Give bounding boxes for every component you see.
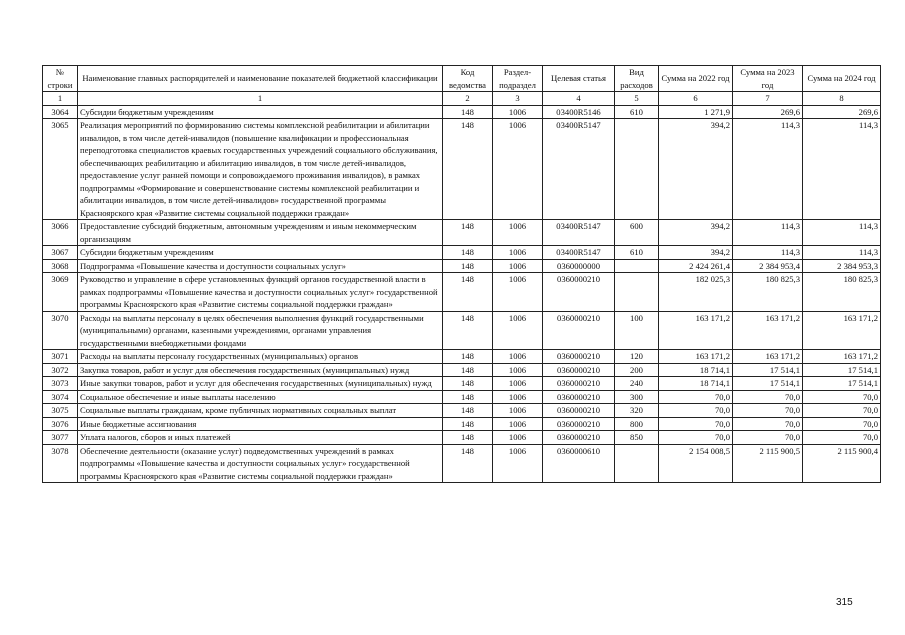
target-article-cell: 03400R5147 bbox=[543, 119, 615, 220]
row-number-cell: 3076 bbox=[43, 417, 78, 431]
column-number-row bbox=[43, 92, 881, 106]
target-article-cell: 0360000000 bbox=[543, 259, 615, 273]
sum-2023-cell: 70,0 bbox=[733, 404, 803, 418]
sum-2024-cell: 70,0 bbox=[803, 417, 881, 431]
expense-type-cell: 120 bbox=[615, 350, 659, 364]
header-section: Раздел-подраздел bbox=[493, 66, 543, 92]
column-number: 8 bbox=[803, 92, 881, 106]
row-number-cell: 3072 bbox=[43, 363, 78, 377]
header-row-number: № строки bbox=[43, 66, 78, 92]
target-article-cell: 0360000210 bbox=[543, 363, 615, 377]
department-code-cell: 148 bbox=[443, 350, 493, 364]
column-number: 5 bbox=[615, 92, 659, 106]
sum-2023-cell: 114,3 bbox=[733, 246, 803, 260]
sum-2024-cell: 114,3 bbox=[803, 246, 881, 260]
section-cell: 1006 bbox=[493, 444, 543, 483]
target-article-cell: 03400R5147 bbox=[543, 220, 615, 246]
department-code-cell: 148 bbox=[443, 431, 493, 445]
sum-2024-cell: 114,3 bbox=[803, 220, 881, 246]
department-code-cell: 148 bbox=[443, 259, 493, 273]
column-number: 1 bbox=[43, 92, 78, 106]
expense-type-cell: 800 bbox=[615, 417, 659, 431]
budget-table bbox=[42, 65, 881, 483]
expense-type-cell bbox=[615, 259, 659, 273]
row-name-cell: Иные бюджетные ассигнования bbox=[78, 417, 443, 431]
table-row bbox=[43, 444, 881, 483]
section-cell: 1006 bbox=[493, 311, 543, 350]
row-number-cell: 3070 bbox=[43, 311, 78, 350]
row-name-cell: Субсидии бюджетным учреждениям bbox=[78, 246, 443, 260]
department-code-cell: 148 bbox=[443, 377, 493, 391]
page-number: 315 bbox=[836, 597, 853, 608]
department-code-cell: 148 bbox=[443, 220, 493, 246]
table-row bbox=[43, 431, 881, 445]
section-cell: 1006 bbox=[493, 119, 543, 220]
expense-type-cell bbox=[615, 119, 659, 220]
row-number-cell: 3077 bbox=[43, 431, 78, 445]
row-name-cell: Реализация мероприятий по формированию системы комплексной реабилитации и абилитации инвалидов, в том числе детей-инвалидов (повышение квалификации и профессиональная переподготовка специалистов краевых государственных учреждений социального обслуживания, обеспечивающих реабилитацию и абилитацию инвалидов, в том числе детей-инвалидов, предоставление услуг ранней помощи и сопровождаемого проживания инвалидов), в рамках подпрограммы «Формирование и совершенствование системы комплексной реабилитации и абилитации инвалидов, в том числе детей-инвалидов» государственной программы Красноярского края «Развитие системы социальной поддержки граждан» bbox=[78, 119, 443, 220]
header-sum-2022: Сумма на 2022 год bbox=[659, 66, 733, 92]
sum-2024-cell: 70,0 bbox=[803, 404, 881, 418]
header-expense-type: Вид расходов bbox=[615, 66, 659, 92]
table-row bbox=[43, 350, 881, 364]
table-row bbox=[43, 390, 881, 404]
target-article-cell: 0360000210 bbox=[543, 311, 615, 350]
sum-2022-cell: 70,0 bbox=[659, 404, 733, 418]
section-cell: 1006 bbox=[493, 390, 543, 404]
row-number-cell: 3066 bbox=[43, 220, 78, 246]
target-article-cell: 0360000210 bbox=[543, 417, 615, 431]
target-article-cell: 0360000210 bbox=[543, 431, 615, 445]
sum-2023-cell: 70,0 bbox=[733, 417, 803, 431]
section-cell: 1006 bbox=[493, 105, 543, 119]
row-name-cell: Подпрограмма «Повышение качества и доступности социальных услуг» bbox=[78, 259, 443, 273]
sum-2024-cell: 70,0 bbox=[803, 390, 881, 404]
header-department-code: Код ведомства bbox=[443, 66, 493, 92]
section-cell: 1006 bbox=[493, 417, 543, 431]
sum-2024-cell: 180 825,3 bbox=[803, 273, 881, 312]
row-name-cell: Социальное обеспечение и иные выплаты населению bbox=[78, 390, 443, 404]
section-cell: 1006 bbox=[493, 431, 543, 445]
sum-2024-cell: 17 514,1 bbox=[803, 363, 881, 377]
column-number: 7 bbox=[733, 92, 803, 106]
row-name-cell: Иные закупки товаров, работ и услуг для обеспечения государственных (муниципальных) нужд bbox=[78, 377, 443, 391]
row-number-cell: 3069 bbox=[43, 273, 78, 312]
sum-2024-cell: 163 171,2 bbox=[803, 311, 881, 350]
column-number: 1 bbox=[78, 92, 443, 106]
section-cell: 1006 bbox=[493, 259, 543, 273]
sum-2023-cell: 180 825,3 bbox=[733, 273, 803, 312]
expense-type-cell bbox=[615, 444, 659, 483]
department-code-cell: 148 bbox=[443, 390, 493, 404]
table-row bbox=[43, 273, 881, 312]
row-name-cell: Социальные выплаты гражданам, кроме публичных нормативных социальных выплат bbox=[78, 404, 443, 418]
section-cell: 1006 bbox=[493, 350, 543, 364]
sum-2022-cell: 394,2 bbox=[659, 119, 733, 220]
table-row bbox=[43, 259, 881, 273]
expense-type-cell: 240 bbox=[615, 377, 659, 391]
row-name-cell: Обеспечение деятельности (оказание услуг) подведомственных учреждений в рамках подпрограммы «Повышение качества и доступности социальных услуг» государственной программы Красноярского края «Развитие системы социальной поддержки граждан» bbox=[78, 444, 443, 483]
sum-2024-cell: 269,6 bbox=[803, 105, 881, 119]
sum-2023-cell: 114,3 bbox=[733, 220, 803, 246]
sum-2023-cell: 17 514,1 bbox=[733, 377, 803, 391]
row-number-cell: 3064 bbox=[43, 105, 78, 119]
sum-2022-cell: 18 714,1 bbox=[659, 363, 733, 377]
sum-2022-cell: 2 424 261,4 bbox=[659, 259, 733, 273]
row-number-cell: 3074 bbox=[43, 390, 78, 404]
target-article-cell: 0360000210 bbox=[543, 377, 615, 391]
sum-2023-cell: 163 171,2 bbox=[733, 311, 803, 350]
row-number-cell: 3071 bbox=[43, 350, 78, 364]
sum-2022-cell: 1 271,9 bbox=[659, 105, 733, 119]
table-row bbox=[43, 246, 881, 260]
table-row bbox=[43, 311, 881, 350]
department-code-cell: 148 bbox=[443, 311, 493, 350]
target-article-cell: 0360000210 bbox=[543, 404, 615, 418]
header-target-article: Целевая статья bbox=[543, 66, 615, 92]
sum-2022-cell: 70,0 bbox=[659, 417, 733, 431]
department-code-cell: 148 bbox=[443, 444, 493, 483]
department-code-cell: 148 bbox=[443, 404, 493, 418]
expense-type-cell: 320 bbox=[615, 404, 659, 418]
table-row bbox=[43, 105, 881, 119]
expense-type-cell: 850 bbox=[615, 431, 659, 445]
department-code-cell: 148 bbox=[443, 119, 493, 220]
section-cell: 1006 bbox=[493, 246, 543, 260]
sum-2023-cell: 70,0 bbox=[733, 390, 803, 404]
expense-type-cell: 200 bbox=[615, 363, 659, 377]
table-row bbox=[43, 119, 881, 220]
header-sum-2024: Сумма на 2024 год bbox=[803, 66, 881, 92]
sum-2022-cell: 394,2 bbox=[659, 220, 733, 246]
row-number-cell: 3078 bbox=[43, 444, 78, 483]
target-article-cell: 03400R5147 bbox=[543, 246, 615, 260]
sum-2024-cell: 2 115 900,4 bbox=[803, 444, 881, 483]
sum-2024-cell: 114,3 bbox=[803, 119, 881, 220]
row-number-cell: 3068 bbox=[43, 259, 78, 273]
department-code-cell: 148 bbox=[443, 417, 493, 431]
table-row bbox=[43, 417, 881, 431]
target-article-cell: 0360000210 bbox=[543, 350, 615, 364]
target-article-cell: 0360000210 bbox=[543, 273, 615, 312]
expense-type-cell: 610 bbox=[615, 246, 659, 260]
section-cell: 1006 bbox=[493, 363, 543, 377]
row-name-cell: Расходы на выплаты персоналу государственных (муниципальных) органов bbox=[78, 350, 443, 364]
row-name-cell: Руководство и управление в сфере установленных функций органов государственной власти в рамках подпрограммы «Повышение качества и доступности социальных услуг» государственной программы Красноярского края «Развитие системы социальной поддержки граждан» bbox=[78, 273, 443, 312]
section-cell: 1006 bbox=[493, 404, 543, 418]
sum-2022-cell: 2 154 008,5 bbox=[659, 444, 733, 483]
column-number: 4 bbox=[543, 92, 615, 106]
sum-2022-cell: 18 714,1 bbox=[659, 377, 733, 391]
row-name-cell: Субсидии бюджетным учреждениям bbox=[78, 105, 443, 119]
sum-2024-cell: 163 171,2 bbox=[803, 350, 881, 364]
sum-2022-cell: 163 171,2 bbox=[659, 350, 733, 364]
row-name-cell: Уплата налогов, сборов и иных платежей bbox=[78, 431, 443, 445]
sum-2023-cell: 70,0 bbox=[733, 431, 803, 445]
sum-2023-cell: 163 171,2 bbox=[733, 350, 803, 364]
sum-2023-cell: 2 384 953,4 bbox=[733, 259, 803, 273]
sum-2022-cell: 182 025,3 bbox=[659, 273, 733, 312]
expense-type-cell: 600 bbox=[615, 220, 659, 246]
target-article-cell: 03400R5146 bbox=[543, 105, 615, 119]
expense-type-cell: 100 bbox=[615, 311, 659, 350]
row-number-cell: 3075 bbox=[43, 404, 78, 418]
table-row bbox=[43, 404, 881, 418]
sum-2023-cell: 269,6 bbox=[733, 105, 803, 119]
row-name-cell: Расходы на выплаты персоналу в целях обеспечения выполнения функций государственными (муниципальными) органами, казенными учреждениями, органами управления государственными внебюджетными фондами bbox=[78, 311, 443, 350]
sum-2024-cell: 70,0 bbox=[803, 431, 881, 445]
header-name: Наименование главных распорядителей и наименование показателей бюджетной классификации bbox=[78, 66, 443, 92]
column-number: 3 bbox=[493, 92, 543, 106]
row-number-cell: 3067 bbox=[43, 246, 78, 260]
row-number-cell: 3073 bbox=[43, 377, 78, 391]
header-sum-2023: Сумма на 2023 год bbox=[733, 66, 803, 92]
department-code-cell: 148 bbox=[443, 273, 493, 312]
table-row bbox=[43, 377, 881, 391]
target-article-cell: 0360000610 bbox=[543, 444, 615, 483]
expense-type-cell: 300 bbox=[615, 390, 659, 404]
column-number: 2 bbox=[443, 92, 493, 106]
column-number: 6 bbox=[659, 92, 733, 106]
row-number-cell: 3065 bbox=[43, 119, 78, 220]
section-cell: 1006 bbox=[493, 273, 543, 312]
sum-2022-cell: 70,0 bbox=[659, 431, 733, 445]
table-row bbox=[43, 220, 881, 246]
department-code-cell: 148 bbox=[443, 246, 493, 260]
sum-2022-cell: 70,0 bbox=[659, 390, 733, 404]
target-article-cell: 0360000210 bbox=[543, 390, 615, 404]
sum-2023-cell: 2 115 900,5 bbox=[733, 444, 803, 483]
row-name-cell: Закупка товаров, работ и услуг для обеспечения государственных (муниципальных) нужд bbox=[78, 363, 443, 377]
row-name-cell: Предоставление субсидий бюджетным, автономным учреждениям и иным некоммерческим организациям bbox=[78, 220, 443, 246]
sum-2022-cell: 394,2 bbox=[659, 246, 733, 260]
sum-2024-cell: 2 384 953,3 bbox=[803, 259, 881, 273]
sum-2022-cell: 163 171,2 bbox=[659, 311, 733, 350]
section-cell: 1006 bbox=[493, 377, 543, 391]
expense-type-cell bbox=[615, 273, 659, 312]
sum-2024-cell: 17 514,1 bbox=[803, 377, 881, 391]
table-row bbox=[43, 363, 881, 377]
table-body bbox=[43, 105, 881, 483]
table-header-row bbox=[43, 66, 881, 92]
section-cell: 1006 bbox=[493, 220, 543, 246]
department-code-cell: 148 bbox=[443, 105, 493, 119]
sum-2023-cell: 17 514,1 bbox=[733, 363, 803, 377]
department-code-cell: 148 bbox=[443, 363, 493, 377]
expense-type-cell: 610 bbox=[615, 105, 659, 119]
sum-2023-cell: 114,3 bbox=[733, 119, 803, 220]
